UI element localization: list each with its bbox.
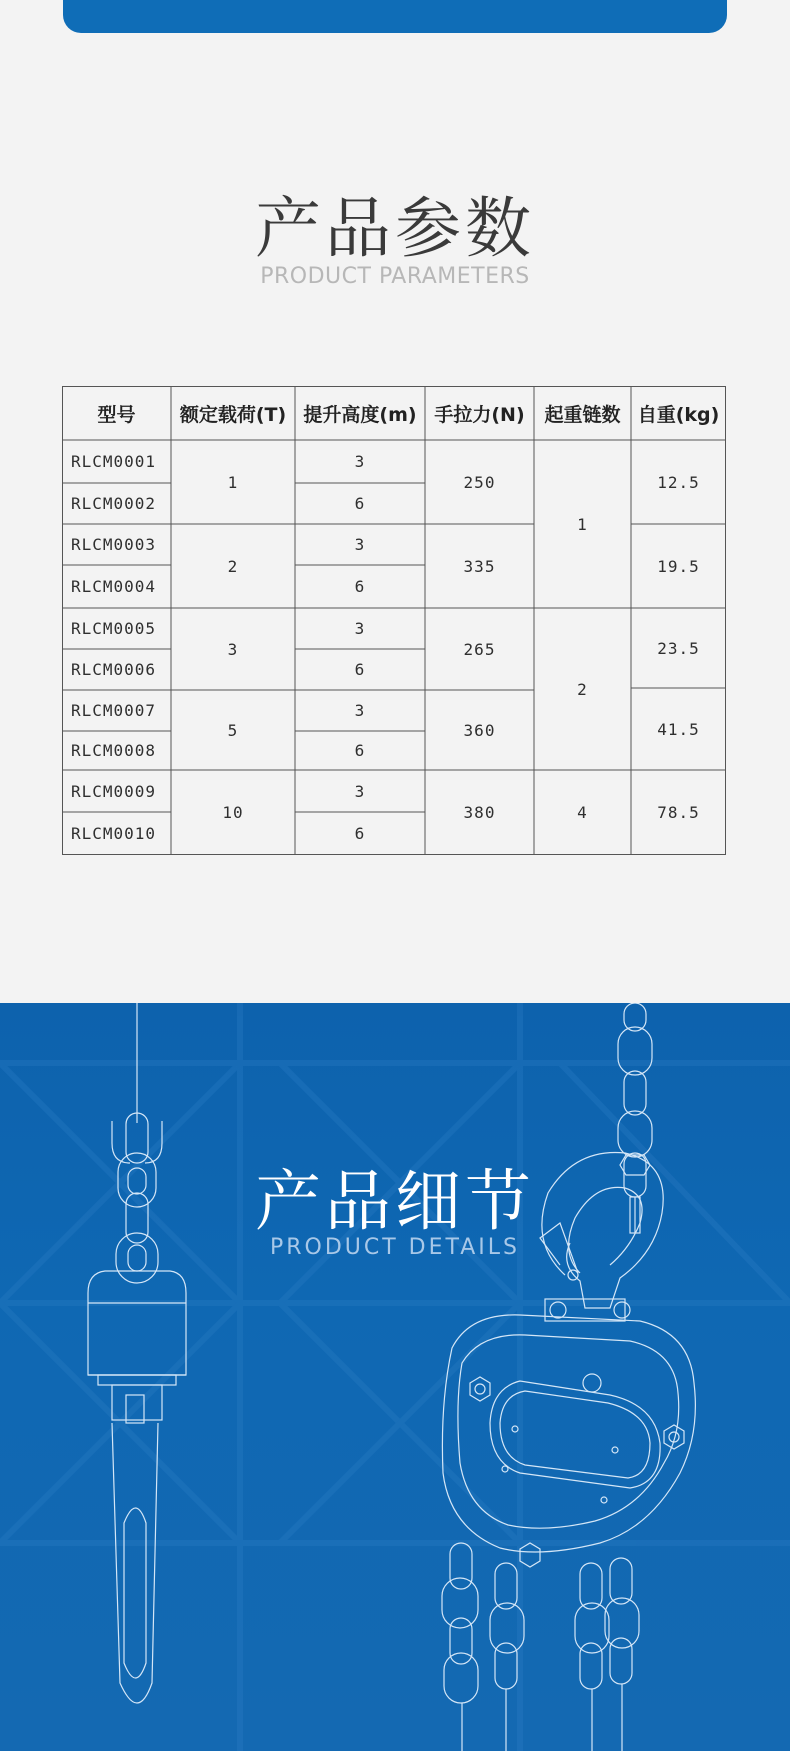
model-cell: RLCM0007	[71, 701, 157, 720]
details-subtitle: PRODUCT DETAILS	[269, 1235, 521, 1260]
pull-force-cell: 360	[463, 720, 496, 740]
pull-force-cell: 250	[463, 472, 496, 492]
height-cell: 3	[354, 701, 366, 720]
details-title: 产品细节	[255, 1163, 535, 1240]
header-rated-load: 额定载荷(T)	[179, 403, 287, 426]
bolt-hex	[470, 1377, 490, 1401]
top-hook-outline	[112, 1121, 162, 1163]
load-cell: 10	[222, 803, 244, 822]
height-cell: 3	[354, 535, 366, 554]
weight-cell: 12.5	[657, 472, 700, 492]
model-cell: RLCM0004	[71, 577, 157, 596]
pull-force-cell: 265	[463, 639, 496, 659]
weight-cell: 19.5	[657, 556, 700, 576]
load-cell: 3	[227, 639, 239, 659]
right-hook-outline	[542, 1153, 663, 1309]
height-cell: 3	[354, 781, 366, 801]
pull-force-cell: 335	[463, 556, 496, 576]
top-banner-bar	[63, 0, 727, 33]
height-cell: 6	[354, 824, 366, 843]
model-cell: RLCM0005	[71, 619, 157, 638]
params-table	[62, 386, 726, 855]
pull-force-cell: 380	[463, 803, 496, 822]
height-cell: 3	[354, 619, 366, 638]
load-cell: 2	[227, 556, 239, 576]
weight-cell: 78.5	[657, 803, 700, 822]
height-cell: 6	[354, 577, 366, 596]
model-cell: RLCM0001	[71, 452, 157, 471]
height-cell: 6	[354, 660, 366, 679]
header-pull-force: 手拉力(N)	[434, 403, 525, 426]
left-hoist-body	[88, 1271, 186, 1375]
weight-cell: 23.5	[657, 638, 700, 658]
model-cell: RLCM0003	[71, 535, 157, 554]
chain-count-cell: 4	[577, 803, 588, 822]
model-cell: RLCM0008	[71, 741, 157, 760]
params-title: 产品参数	[255, 190, 535, 267]
load-cell: 1	[227, 472, 239, 492]
details-section	[0, 1003, 790, 1751]
model-cell: RLCM0010	[71, 824, 157, 843]
chain-hoist-line-drawing	[0, 1003, 790, 1751]
weight-cell: 41.5	[657, 719, 700, 739]
params-subtitle: PRODUCT PARAMETERS	[260, 264, 530, 289]
left-chain-loop	[112, 1423, 158, 1703]
height-cell: 6	[354, 741, 366, 760]
height-cell: 6	[354, 494, 366, 513]
header-weight: 自重(kg)	[637, 403, 720, 426]
bolt-hex	[664, 1425, 684, 1449]
chain-count-cell: 2	[577, 679, 588, 699]
load-cell: 5	[227, 720, 239, 740]
body-window	[490, 1381, 660, 1488]
header-chain-count: 起重链数	[544, 403, 621, 426]
header-model: 型号	[97, 403, 136, 426]
height-cell: 3	[354, 452, 366, 471]
model-cell: RLCM0006	[71, 660, 157, 679]
chain-count-cell: 1	[577, 514, 588, 534]
model-cell: RLCM0009	[71, 781, 157, 801]
model-cell: RLCM0002	[71, 494, 157, 513]
header-lift-height: 提升高度(m)	[303, 403, 417, 426]
